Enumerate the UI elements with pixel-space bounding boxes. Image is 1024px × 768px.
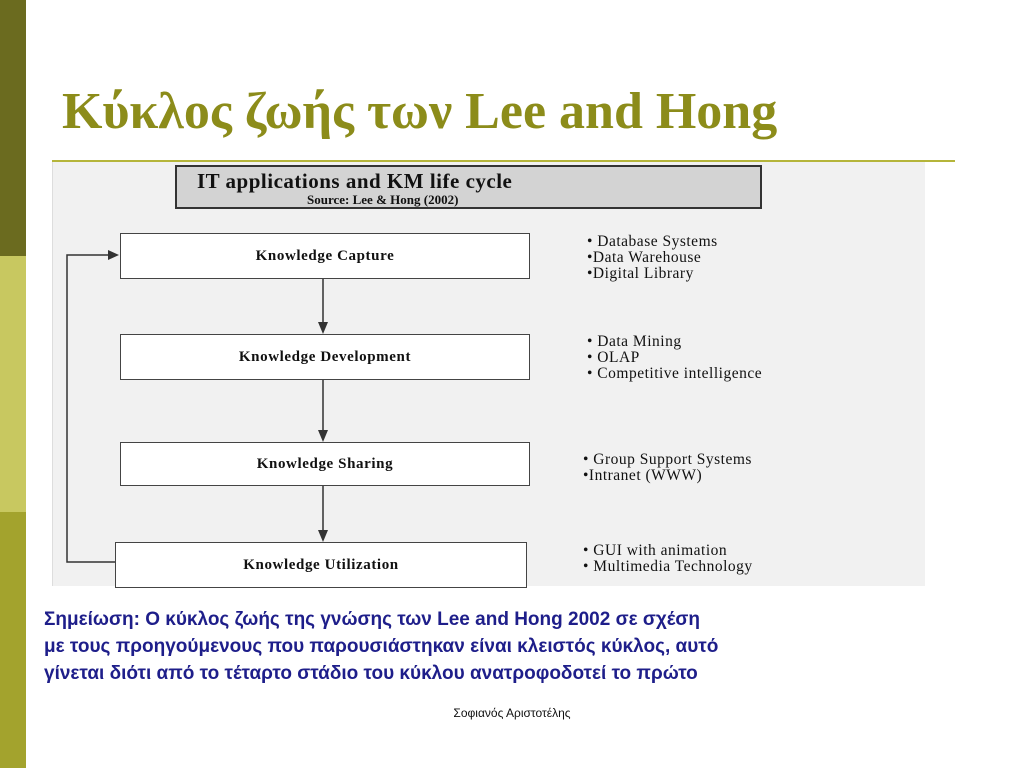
tool-item: •Digital Library (587, 265, 694, 282)
stage-label-capture: Knowledge Capture (255, 247, 395, 264)
tools-list-development (587, 334, 762, 382)
tool-item: • Group Support Systems (583, 451, 752, 468)
footer-author: Σοφιανός Αριστοτέλης (453, 706, 571, 720)
arrow-head-1 (318, 322, 328, 334)
tools-list-sharing (583, 452, 752, 484)
stage-box-capture (120, 233, 530, 279)
tool-item: • GUI with animation (583, 542, 728, 559)
stage-box-development (120, 334, 530, 380)
side-band-light (0, 256, 26, 512)
tool-item: • Data Mining (587, 333, 682, 350)
side-band-dark (0, 0, 26, 256)
note-line: γίνεται διότι από το τέταρτο στάδιο του κύκλου ανατροφοδοτεί το πρώτο (44, 663, 698, 684)
feedback-arrow-head (108, 250, 119, 260)
tools-list-capture (587, 234, 718, 282)
stage-label-sharing: Knowledge Sharing (256, 455, 394, 472)
tool-item: • OLAP (587, 349, 640, 366)
arrow-head-2 (318, 430, 328, 442)
stage-box-sharing (120, 442, 530, 486)
note-line: Σημείωση: Ο κύκλος ζωής της γνώσης των Lee and Hong 2002 σε σχέση (44, 609, 700, 630)
tools-list-utilization (583, 543, 753, 575)
slide-title: Κύκλος ζωής των Lee and Hong (62, 83, 778, 140)
tool-item: • Database Systems (587, 233, 718, 250)
arrow-head-3 (318, 530, 328, 542)
stage-box-utilization (115, 542, 527, 588)
stage-label-development: Knowledge Development (238, 348, 412, 365)
tool-item: •Data Warehouse (587, 249, 702, 266)
stage-label-utilization: Knowledge Utilization (243, 556, 399, 573)
km-life-cycle-figure (52, 162, 925, 586)
tool-item: •Intranet (WWW) (583, 467, 703, 484)
tool-item: • Multimedia Technology (583, 558, 753, 575)
note-line: με τους προηγούμενους που παρουσιάστηκαν είναι κλειστός κύκλος, αυτό (44, 636, 719, 657)
note-text (44, 606, 974, 687)
figure-header (175, 165, 762, 209)
figure-header-title: IT applications and KM life cycle (197, 169, 513, 193)
figure-header-source: Source: Lee & Hong (2002) (307, 192, 459, 207)
side-band-mid (0, 512, 26, 768)
tool-item: • Competitive intelligence (587, 365, 763, 382)
feedback-loop-line (67, 255, 115, 562)
